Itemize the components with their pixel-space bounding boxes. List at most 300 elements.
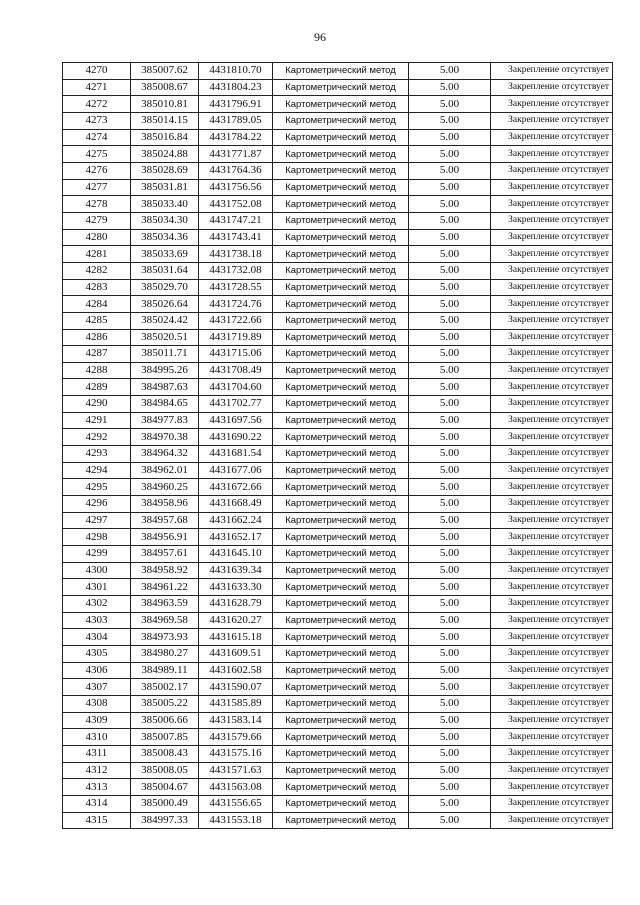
method-cell: Картометрический метод (273, 496, 409, 513)
x-coordinate-cell: 385004.67 (131, 779, 199, 796)
point-number-cell: 4279 (63, 212, 131, 229)
point-number-cell: 4301 (63, 579, 131, 596)
method-cell: Картометрический метод (273, 529, 409, 546)
method-cell: Картометрический метод (273, 812, 409, 829)
point-number-cell: 4286 (63, 329, 131, 346)
x-coordinate-cell: 384960.25 (131, 479, 199, 496)
method-cell: Картометрический метод (273, 296, 409, 313)
point-number-cell: 4312 (63, 762, 131, 779)
accuracy-cell: 5.00 (409, 612, 491, 629)
method-cell: Картометрический метод (273, 745, 409, 762)
table-row (63, 745, 613, 762)
x-coordinate-cell: 384956.91 (131, 529, 199, 546)
accuracy-cell: 5.00 (409, 645, 491, 662)
point-number-cell: 4283 (63, 279, 131, 296)
accuracy-cell: 5.00 (409, 562, 491, 579)
fixation-cell: Закрепление отсутствует (491, 446, 613, 463)
accuracy-cell: 5.00 (409, 112, 491, 129)
point-number-cell: 4307 (63, 679, 131, 696)
method-cell: Картометрический метод (273, 229, 409, 246)
method-cell: Картометрический метод (273, 779, 409, 796)
y-coordinate-cell: 4431722.66 (199, 312, 273, 329)
fixation-cell: Закрепление отсутствует (491, 762, 613, 779)
table-row (63, 162, 613, 179)
fixation-cell: Закрепление отсутствует (491, 63, 613, 80)
x-coordinate-cell: 384987.63 (131, 379, 199, 396)
fixation-cell: Закрепление отсутствует (491, 562, 613, 579)
accuracy-cell: 5.00 (409, 462, 491, 479)
fixation-cell: Закрепление отсутствует (491, 162, 613, 179)
x-coordinate-cell: 384969.58 (131, 612, 199, 629)
accuracy-cell: 5.00 (409, 446, 491, 463)
table-row (63, 695, 613, 712)
point-number-cell: 4298 (63, 529, 131, 546)
fixation-cell: Закрепление отсутствует (491, 112, 613, 129)
x-coordinate-cell: 384989.11 (131, 662, 199, 679)
x-coordinate-cell: 385033.69 (131, 246, 199, 263)
point-number-cell: 4305 (63, 645, 131, 662)
method-cell: Картометрический метод (273, 346, 409, 363)
table-row (63, 512, 613, 529)
accuracy-cell: 5.00 (409, 412, 491, 429)
table-row (63, 63, 613, 80)
y-coordinate-cell: 4431575.16 (199, 745, 273, 762)
x-coordinate-cell: 385024.42 (131, 312, 199, 329)
table-body (63, 63, 613, 829)
x-coordinate-cell: 385031.81 (131, 179, 199, 196)
y-coordinate-cell: 4431628.79 (199, 596, 273, 613)
method-cell: Картометрический метод (273, 179, 409, 196)
x-coordinate-cell: 385008.43 (131, 745, 199, 762)
y-coordinate-cell: 4431752.08 (199, 196, 273, 213)
accuracy-cell: 5.00 (409, 179, 491, 196)
method-cell: Картометрический метод (273, 446, 409, 463)
point-number-cell: 4276 (63, 162, 131, 179)
accuracy-cell: 5.00 (409, 196, 491, 213)
table-row (63, 579, 613, 596)
fixation-cell: Закрепление отсутствует (491, 812, 613, 829)
fixation-cell: Закрепление отсутствует (491, 146, 613, 163)
accuracy-cell: 5.00 (409, 346, 491, 363)
point-number-cell: 4272 (63, 96, 131, 113)
y-coordinate-cell: 4431571.63 (199, 762, 273, 779)
y-coordinate-cell: 4431590.07 (199, 679, 273, 696)
x-coordinate-cell: 385008.05 (131, 762, 199, 779)
table-row (63, 812, 613, 829)
x-coordinate-cell: 385034.30 (131, 212, 199, 229)
method-cell: Картометрический метод (273, 96, 409, 113)
y-coordinate-cell: 4431702.77 (199, 396, 273, 413)
point-number-cell: 4275 (63, 146, 131, 163)
table-row (63, 446, 613, 463)
x-coordinate-cell: 385007.62 (131, 63, 199, 80)
point-number-cell: 4280 (63, 229, 131, 246)
x-coordinate-cell: 385031.64 (131, 262, 199, 279)
table-row (63, 779, 613, 796)
y-coordinate-cell: 4431681.54 (199, 446, 273, 463)
method-cell: Картометрический метод (273, 762, 409, 779)
accuracy-cell: 5.00 (409, 795, 491, 812)
accuracy-cell: 5.00 (409, 296, 491, 313)
fixation-cell: Закрепление отсутствует (491, 329, 613, 346)
y-coordinate-cell: 4431672.66 (199, 479, 273, 496)
y-coordinate-cell: 4431728.55 (199, 279, 273, 296)
accuracy-cell: 5.00 (409, 745, 491, 762)
point-number-cell: 4278 (63, 196, 131, 213)
accuracy-cell: 5.00 (409, 79, 491, 96)
y-coordinate-cell: 4431677.06 (199, 462, 273, 479)
point-number-cell: 4291 (63, 412, 131, 429)
y-coordinate-cell: 4431715.06 (199, 346, 273, 363)
accuracy-cell: 5.00 (409, 679, 491, 696)
y-coordinate-cell: 4431796.91 (199, 96, 273, 113)
x-coordinate-cell: 385029.70 (131, 279, 199, 296)
y-coordinate-cell: 4431633.30 (199, 579, 273, 596)
point-number-cell: 4310 (63, 729, 131, 746)
table-row (63, 496, 613, 513)
table-row (63, 346, 613, 363)
x-coordinate-cell: 385020.51 (131, 329, 199, 346)
x-coordinate-cell: 385026.64 (131, 296, 199, 313)
accuracy-cell: 5.00 (409, 729, 491, 746)
table-row (63, 762, 613, 779)
point-number-cell: 4270 (63, 63, 131, 80)
y-coordinate-cell: 4431553.18 (199, 812, 273, 829)
fixation-cell: Закрепление отсутствует (491, 246, 613, 263)
table-row (63, 212, 613, 229)
accuracy-cell: 5.00 (409, 512, 491, 529)
x-coordinate-cell: 385028.69 (131, 162, 199, 179)
table-row (63, 379, 613, 396)
fixation-cell: Закрепление отсутствует (491, 379, 613, 396)
x-coordinate-cell: 384962.01 (131, 462, 199, 479)
point-number-cell: 4294 (63, 462, 131, 479)
x-coordinate-cell: 384984.65 (131, 396, 199, 413)
table-row (63, 312, 613, 329)
y-coordinate-cell: 4431602.58 (199, 662, 273, 679)
table-row (63, 462, 613, 479)
table-row (63, 479, 613, 496)
fixation-cell: Закрепление отсутствует (491, 579, 613, 596)
method-cell: Картометрический метод (273, 562, 409, 579)
y-coordinate-cell: 4431810.70 (199, 63, 273, 80)
table-row (63, 229, 613, 246)
accuracy-cell: 5.00 (409, 712, 491, 729)
accuracy-cell: 5.00 (409, 146, 491, 163)
y-coordinate-cell: 4431789.05 (199, 112, 273, 129)
point-number-cell: 4284 (63, 296, 131, 313)
method-cell: Картометрический метод (273, 329, 409, 346)
accuracy-cell: 5.00 (409, 695, 491, 712)
x-coordinate-cell: 384970.38 (131, 429, 199, 446)
y-coordinate-cell: 4431764.36 (199, 162, 273, 179)
point-number-cell: 4287 (63, 346, 131, 363)
point-number-cell: 4302 (63, 596, 131, 613)
fixation-cell: Закрепление отсутствует (491, 179, 613, 196)
method-cell: Картометрический метод (273, 63, 409, 80)
method-cell: Картометрический метод (273, 246, 409, 263)
fixation-cell: Закрепление отсутствует (491, 745, 613, 762)
table-row (63, 146, 613, 163)
accuracy-cell: 5.00 (409, 129, 491, 146)
table-row (63, 546, 613, 563)
point-number-cell: 4311 (63, 745, 131, 762)
x-coordinate-cell: 385024.88 (131, 146, 199, 163)
y-coordinate-cell: 4431719.89 (199, 329, 273, 346)
y-coordinate-cell: 4431583.14 (199, 712, 273, 729)
fixation-cell: Закрепление отсутствует (491, 96, 613, 113)
point-number-cell: 4297 (63, 512, 131, 529)
table-row (63, 112, 613, 129)
fixation-cell: Закрепление отсутствует (491, 229, 613, 246)
accuracy-cell: 5.00 (409, 762, 491, 779)
method-cell: Картометрический метод (273, 379, 409, 396)
point-number-cell: 4308 (63, 695, 131, 712)
table-row (63, 729, 613, 746)
method-cell: Картометрический метод (273, 396, 409, 413)
x-coordinate-cell: 385002.17 (131, 679, 199, 696)
point-number-cell: 4282 (63, 262, 131, 279)
accuracy-cell: 5.00 (409, 279, 491, 296)
point-number-cell: 4315 (63, 812, 131, 829)
accuracy-cell: 5.00 (409, 546, 491, 563)
accuracy-cell: 5.00 (409, 429, 491, 446)
table-row (63, 246, 613, 263)
method-cell: Картометрический метод (273, 79, 409, 96)
table-row (63, 529, 613, 546)
point-number-cell: 4314 (63, 795, 131, 812)
accuracy-cell: 5.00 (409, 262, 491, 279)
table-row (63, 79, 613, 96)
y-coordinate-cell: 4431620.27 (199, 612, 273, 629)
method-cell: Картометрический метод (273, 512, 409, 529)
fixation-cell: Закрепление отсутствует (491, 262, 613, 279)
table-row (63, 612, 613, 629)
method-cell: Картометрический метод (273, 596, 409, 613)
point-number-cell: 4309 (63, 712, 131, 729)
x-coordinate-cell: 385000.49 (131, 795, 199, 812)
table-row (63, 129, 613, 146)
y-coordinate-cell: 4431738.18 (199, 246, 273, 263)
method-cell: Картометрический метод (273, 462, 409, 479)
y-coordinate-cell: 4431756.56 (199, 179, 273, 196)
fixation-cell: Закрепление отсутствует (491, 129, 613, 146)
fixation-cell: Закрепление отсутствует (491, 795, 613, 812)
fixation-cell: Закрепление отсутствует (491, 462, 613, 479)
table-row (63, 562, 613, 579)
x-coordinate-cell: 384963.59 (131, 596, 199, 613)
x-coordinate-cell: 384995.26 (131, 362, 199, 379)
method-cell: Картометрический метод (273, 795, 409, 812)
fixation-cell: Закрепление отсутствует (491, 412, 613, 429)
fixation-cell: Закрепление отсутствует (491, 612, 613, 629)
method-cell: Картометрический метод (273, 312, 409, 329)
accuracy-cell: 5.00 (409, 229, 491, 246)
fixation-cell: Закрепление отсутствует (491, 546, 613, 563)
table-row (63, 795, 613, 812)
accuracy-cell: 5.00 (409, 63, 491, 80)
point-number-cell: 4281 (63, 246, 131, 263)
x-coordinate-cell: 385010.81 (131, 96, 199, 113)
y-coordinate-cell: 4431697.56 (199, 412, 273, 429)
point-number-cell: 4303 (63, 612, 131, 629)
accuracy-cell: 5.00 (409, 96, 491, 113)
x-coordinate-cell: 384973.93 (131, 629, 199, 646)
x-coordinate-cell: 384958.96 (131, 496, 199, 513)
y-coordinate-cell: 4431708.49 (199, 362, 273, 379)
x-coordinate-cell: 385034.36 (131, 229, 199, 246)
y-coordinate-cell: 4431804.23 (199, 79, 273, 96)
y-coordinate-cell: 4431662.24 (199, 512, 273, 529)
y-coordinate-cell: 4431615.18 (199, 629, 273, 646)
fixation-cell: Закрепление отсутствует (491, 312, 613, 329)
fixation-cell: Закрепление отсутствует (491, 596, 613, 613)
fixation-cell: Закрепление отсутствует (491, 429, 613, 446)
point-number-cell: 4295 (63, 479, 131, 496)
table-row (63, 645, 613, 662)
method-cell: Картометрический метод (273, 146, 409, 163)
table-row (63, 262, 613, 279)
x-coordinate-cell: 384997.33 (131, 812, 199, 829)
method-cell: Картометрический метод (273, 262, 409, 279)
point-number-cell: 4271 (63, 79, 131, 96)
accuracy-cell: 5.00 (409, 246, 491, 263)
point-number-cell: 4313 (63, 779, 131, 796)
fixation-cell: Закрепление отсутствует (491, 729, 613, 746)
x-coordinate-cell: 385008.67 (131, 79, 199, 96)
method-cell: Картометрический метод (273, 645, 409, 662)
y-coordinate-cell: 4431747.21 (199, 212, 273, 229)
y-coordinate-cell: 4431784.22 (199, 129, 273, 146)
accuracy-cell: 5.00 (409, 529, 491, 546)
table-row (63, 662, 613, 679)
table-row (63, 429, 613, 446)
accuracy-cell: 5.00 (409, 312, 491, 329)
fixation-cell: Закрепление отсутствует (491, 645, 613, 662)
table-row (63, 329, 613, 346)
fixation-cell: Закрепление отсутствует (491, 779, 613, 796)
x-coordinate-cell: 385016.84 (131, 129, 199, 146)
y-coordinate-cell: 4431563.08 (199, 779, 273, 796)
y-coordinate-cell: 4431743.41 (199, 229, 273, 246)
y-coordinate-cell: 4431639.34 (199, 562, 273, 579)
method-cell: Картометрический метод (273, 279, 409, 296)
fixation-cell: Закрепление отсутствует (491, 79, 613, 96)
y-coordinate-cell: 4431771.87 (199, 146, 273, 163)
accuracy-cell: 5.00 (409, 579, 491, 596)
y-coordinate-cell: 4431645.10 (199, 546, 273, 563)
table-row (63, 179, 613, 196)
method-cell: Картометрический метод (273, 662, 409, 679)
method-cell: Картометрический метод (273, 112, 409, 129)
fixation-cell: Закрепление отсутствует (491, 712, 613, 729)
fixation-cell: Закрепление отсутствует (491, 529, 613, 546)
table-row (63, 362, 613, 379)
fixation-cell: Закрепление отсутствует (491, 679, 613, 696)
accuracy-cell: 5.00 (409, 212, 491, 229)
method-cell: Картометрический метод (273, 212, 409, 229)
accuracy-cell: 5.00 (409, 329, 491, 346)
accuracy-cell: 5.00 (409, 812, 491, 829)
y-coordinate-cell: 4431724.76 (199, 296, 273, 313)
table-row (63, 596, 613, 613)
y-coordinate-cell: 4431579.66 (199, 729, 273, 746)
x-coordinate-cell: 384958.92 (131, 562, 199, 579)
method-cell: Картометрический метод (273, 712, 409, 729)
x-coordinate-cell: 385007.85 (131, 729, 199, 746)
fixation-cell: Закрепление отсутствует (491, 212, 613, 229)
accuracy-cell: 5.00 (409, 596, 491, 613)
point-number-cell: 4306 (63, 662, 131, 679)
fixation-cell: Закрепление отсутствует (491, 346, 613, 363)
method-cell: Картометрический метод (273, 679, 409, 696)
point-number-cell: 4296 (63, 496, 131, 513)
fixation-cell: Закрепление отсутствует (491, 479, 613, 496)
accuracy-cell: 5.00 (409, 379, 491, 396)
method-cell: Картометрический метод (273, 196, 409, 213)
point-number-cell: 4288 (63, 362, 131, 379)
method-cell: Картометрический метод (273, 695, 409, 712)
point-number-cell: 4299 (63, 546, 131, 563)
fixation-cell: Закрепление отсутствует (491, 496, 613, 513)
fixation-cell: Закрепление отсутствует (491, 279, 613, 296)
accuracy-cell: 5.00 (409, 479, 491, 496)
y-coordinate-cell: 4431609.51 (199, 645, 273, 662)
table-row (63, 196, 613, 213)
x-coordinate-cell: 384957.61 (131, 546, 199, 563)
x-coordinate-cell: 385033.40 (131, 196, 199, 213)
table-row (63, 96, 613, 113)
fixation-cell: Закрепление отсутствует (491, 196, 613, 213)
fixation-cell: Закрепление отсутствует (491, 396, 613, 413)
x-coordinate-cell: 385014.15 (131, 112, 199, 129)
coordinates-table (62, 62, 613, 829)
accuracy-cell: 5.00 (409, 779, 491, 796)
table-row (63, 279, 613, 296)
method-cell: Картометрический метод (273, 546, 409, 563)
accuracy-cell: 5.00 (409, 362, 491, 379)
accuracy-cell: 5.00 (409, 662, 491, 679)
point-number-cell: 4277 (63, 179, 131, 196)
y-coordinate-cell: 4431690.22 (199, 429, 273, 446)
x-coordinate-cell: 384961.22 (131, 579, 199, 596)
method-cell: Картометрический метод (273, 412, 409, 429)
x-coordinate-cell: 384980.27 (131, 645, 199, 662)
table-row (63, 296, 613, 313)
y-coordinate-cell: 4431704.60 (199, 379, 273, 396)
fixation-cell: Закрепление отсутствует (491, 362, 613, 379)
method-cell: Картометрический метод (273, 629, 409, 646)
table-row (63, 679, 613, 696)
method-cell: Картометрический метод (273, 162, 409, 179)
fixation-cell: Закрепление отсутствует (491, 296, 613, 313)
method-cell: Картометрический метод (273, 129, 409, 146)
point-number-cell: 4292 (63, 429, 131, 446)
y-coordinate-cell: 4431556.65 (199, 795, 273, 812)
point-number-cell: 4300 (63, 562, 131, 579)
accuracy-cell: 5.00 (409, 162, 491, 179)
x-coordinate-cell: 384957.68 (131, 512, 199, 529)
y-coordinate-cell: 4431732.08 (199, 262, 273, 279)
accuracy-cell: 5.00 (409, 496, 491, 513)
table-row (63, 396, 613, 413)
point-number-cell: 4289 (63, 379, 131, 396)
page-number: 96 (314, 30, 326, 44)
point-number-cell: 4293 (63, 446, 131, 463)
fixation-cell: Закрепление отсутствует (491, 512, 613, 529)
fixation-cell: Закрепление отсутствует (491, 629, 613, 646)
point-number-cell: 4290 (63, 396, 131, 413)
